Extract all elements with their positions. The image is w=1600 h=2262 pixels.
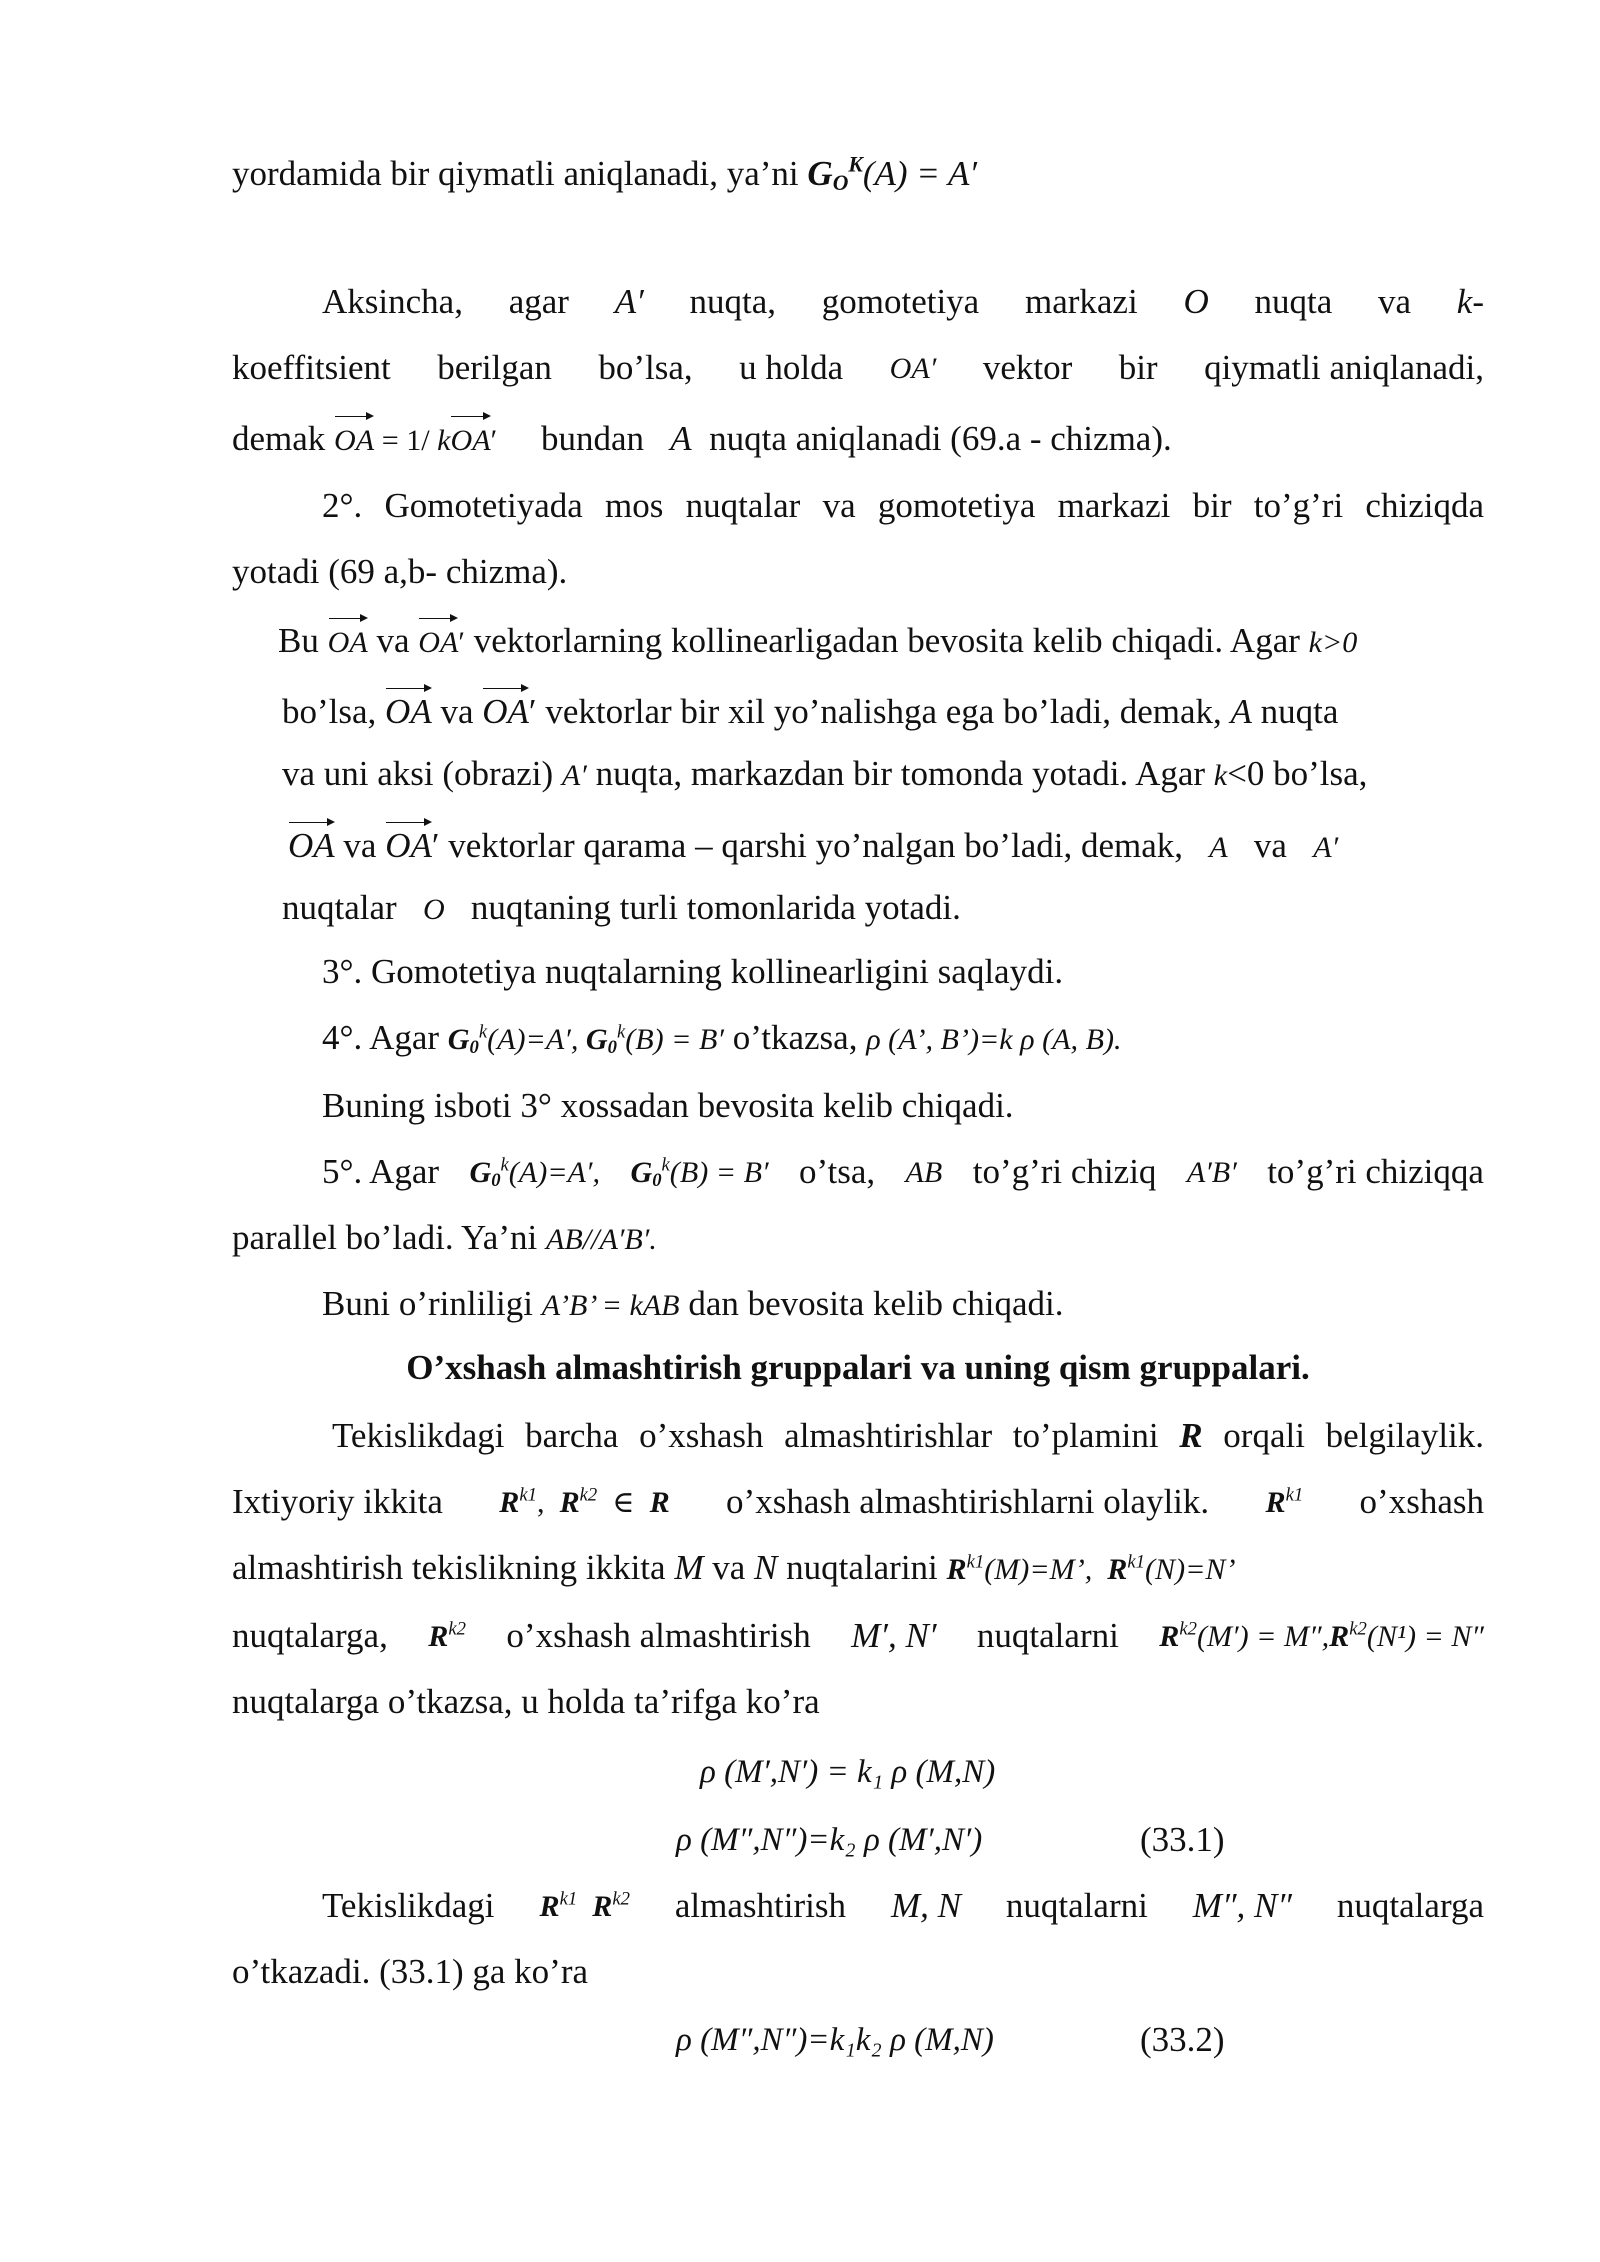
symbol: R [1179,1416,1203,1455]
word: o’xshash [1359,1482,1484,1521]
word: o’tkazsa, [732,1018,858,1057]
paragraph-line [322,1084,1484,1128]
formula: (N)=N’ [1144,1552,1236,1586]
word: nuqta, [689,282,776,321]
symbol: AB [905,1155,943,1189]
paragraph-line [288,820,1484,869]
text: to’g’ri chiziq [972,1152,1157,1191]
word: agar [508,282,569,321]
text: parallel bo’ladi. Ya’ni [232,1218,538,1257]
text: nuqta aniqlanadi (69.a - chizma). [709,419,1172,458]
vector-oa: OA [385,686,432,734]
text: Buning isboti 3° xossadan bevosita kelib chiqadi. [322,1086,1014,1125]
symbol: O [1183,282,1209,321]
text: 3°. Gomotetiya nuqtalarning kollinearligini saqlaydi. [322,952,1064,991]
formula: AB//A′B′. [545,1222,657,1256]
word: u holda [739,348,844,387]
paragraph-line [282,752,1484,797]
formula: (B) = B′ [625,1022,724,1056]
text: Ixtiyoriy ikkita [232,1482,443,1521]
symbol: A [670,419,692,458]
symbol: A′ [561,758,587,792]
text: orqali belgilaylik. [1223,1416,1485,1455]
formula: (M′) = M″, [1196,1619,1330,1653]
vector-oa-prime: OA′ [418,625,465,659]
word: va [712,1548,746,1587]
paragraph-line [232,550,1484,594]
word: o’tsa, [798,1152,876,1191]
word: Bu [278,621,319,660]
symbol: A [1230,692,1252,731]
text: o’tkazadi. (33.1) ga ko’ra [232,1952,589,1991]
text: <0 bo’lsa, [1227,754,1368,793]
word: nuqtalarini [786,1548,938,1587]
text: dan bevosita kelib chiqadi. [688,1284,1064,1323]
formula: (N¹) = N″ [1366,1619,1484,1653]
formula: (A) = A′ [862,154,978,193]
paragraph-line [232,1216,1484,1261]
paragraph-line: Ixtiyoriy ikkita $R^{k1}$, $R^{k2}$ ∈ R o’xshash almashtirishlarni olaylik. $R^{k1}$ o’xshash [232,1480,1484,1524]
word: Aksincha, [322,282,463,321]
formula: ρ (M″,N″)=k₁k₂ ρ (M,N) [676,2022,994,2058]
word: nuqtalarga, [232,1616,388,1655]
symbol: k- [1456,282,1484,321]
word: nuqtalarga [1336,1886,1484,1925]
formula: ρ (A’, B’)=k ρ (A, B). [866,1022,1122,1056]
vector-oa-prime: OA′ [482,692,536,731]
symbol: O [422,892,445,926]
text: o’xshash almashtirish [506,1616,811,1655]
text: 2°. Gomotetiyada mos nuqtalar va gomotetiya markazi bir to’g’ri chiziqda [322,486,1484,525]
symbol: k [1213,758,1228,792]
symbol: M′, N′ [851,1616,937,1655]
word: va [1377,282,1412,321]
section-heading: O’xshash almashtirish gruppalari va uning qism gruppalari. [406,1348,1310,1387]
paragraph-line: Tekislikdagi $R^{k1}$ $R^{k2}$ almashtirish M, N nuqtalarni M″, N″ nuqtalarga [322,1884,1484,1928]
text: almashtirish tekislikning ikkita [232,1548,666,1587]
text: to’g’ri chiziqqa [1267,1152,1484,1191]
word: gomotetiya [821,282,980,321]
paragraph-line: 4°. Agar $G_0^k(A)=A'$, $G_0^k(B) = B'$ o’tkazsa, ρ (A’, B’)=k ρ (A, B). [322,1018,1122,1059]
text: Buni o’rinliligi [322,1284,533,1323]
word: nuqtalarni [976,1616,1119,1655]
symbol: A′ [1313,830,1339,864]
text: vektorlarning kollinearligadan bevosita kelib chiqadi. Agar [473,621,1300,660]
paragraph-line: almashtirish tekislikning ikkita M va N nuqtalarini $R^{k1}(M)=M$’, $R^{k1}(N)=N$’ [232,1548,1236,1587]
paragraph-line [232,346,1484,390]
text: yordamida bir qiymatli aniqlanadi, ya’ni [232,154,799,193]
symbol: OA′ [889,351,937,385]
paragraph-line [278,616,1530,664]
word: vektor [982,348,1073,387]
word: va [1253,826,1287,865]
paragraph-line [322,484,1484,528]
paragraph-line [232,1680,1484,1724]
formula: (M)=M’, [984,1552,1093,1586]
paragraph-line: nuqtalarga, $R^{k2}$ o’xshash almashtirish M′, N′ nuqtalarni $R^{k2}(M') = M'',R^{k2}(N^1) = N''$ [232,1614,1484,1658]
text: o’xshash almashtirishlarni olaylik. [726,1482,1210,1521]
equation-number: (33.1) [1140,1820,1225,1859]
text: Tekislikdagi barcha o’xshash almashtirishlar to’plamini [332,1416,1159,1455]
formula: A’B’ = kAB [541,1288,680,1322]
paragraph-line [322,280,1484,324]
formula: (A)=A′, [508,1155,601,1189]
word: nuqtalarni [1005,1886,1148,1925]
equation-number: (33.2) [1140,2020,1225,2059]
symbol: M [674,1548,704,1587]
vector-oa: OA [288,820,335,868]
text: va uni aksi (obrazi) [282,754,554,793]
word: koeffitsient [232,348,391,387]
symbol: M″, N″ [1192,1886,1292,1925]
word: bo’lsa, [282,692,377,731]
word: 5°. Agar [322,1152,440,1191]
vector-formula: OA = 1/ kOA′ [334,423,497,457]
word: va [440,692,474,731]
formula: (B) = B′ [669,1155,769,1189]
word: nuqtalar [282,888,397,927]
text: yotadi (69 a,b- chizma). [232,552,568,591]
word: bir [1118,348,1158,387]
symbol: A [1209,830,1228,864]
word: demak [232,419,326,458]
word: va [376,621,410,660]
word: almashtirish [674,1886,846,1925]
paragraph-line [322,1282,1484,1327]
paragraph-line: 5°. Agar $G_0^k(A)=A'$, $G_0^k(B) = B'$ o’tsa, AB to’g’ri chiziq A′B′ to’g’ri chiziqqa [322,1150,1484,1194]
paragraph-line [282,686,1484,734]
word: Tekislikdagi [322,1886,495,1925]
symbol: N [754,1548,778,1587]
vector-oa: OA [328,616,368,664]
formula: ρ (M″,N″)=k₂ ρ (M′,N′) [676,1822,983,1858]
symbol: M, N [890,1886,961,1925]
paragraph-line [232,414,1484,462]
text: nuqta, markazdan bir tomonda yotadi. Agar [595,754,1206,793]
text: vektorlar qarama – qarshi yo’nalgan bo’ladi, demak, [448,826,1183,865]
text: vektorlar bir xil yo’nalishga ega bo’ladi, demak, [545,692,1222,731]
paragraph-line [232,1950,1484,1994]
text-line: yordamida bir qiymatli aniqlanadi, ya’ni $G_O^K(A) = A'$ [232,152,978,195]
text: nuqtalarga o’tkazsa, u holda ta’rifga ko’ra [232,1682,820,1721]
word: qiymatli aniqlanadi, [1204,348,1484,387]
formula: ρ (M′,N′) = k₁ ρ (M,N) [700,1754,996,1790]
symbol: A′ [614,282,644,321]
vector-oa-prime: OA′ [385,826,439,865]
formula: (A)=A′, [487,1022,579,1056]
word: 4°. Agar [322,1018,440,1057]
word: nuqta [1254,282,1333,321]
text: nuqtaning turli tomonlarida yotadi. [470,888,961,927]
word: berilgan [437,348,552,387]
paragraph-line [322,950,1484,994]
word: nuqta [1260,692,1339,731]
word: bundan [540,419,644,458]
symbol: k>0 [1308,625,1358,659]
word: va [343,826,377,865]
paragraph-line [332,1414,1484,1458]
word: bo’lsa, [598,348,693,387]
paragraph-line [282,886,1484,931]
word: markazi [1024,282,1138,321]
symbol: A′B′ [1186,1155,1237,1189]
